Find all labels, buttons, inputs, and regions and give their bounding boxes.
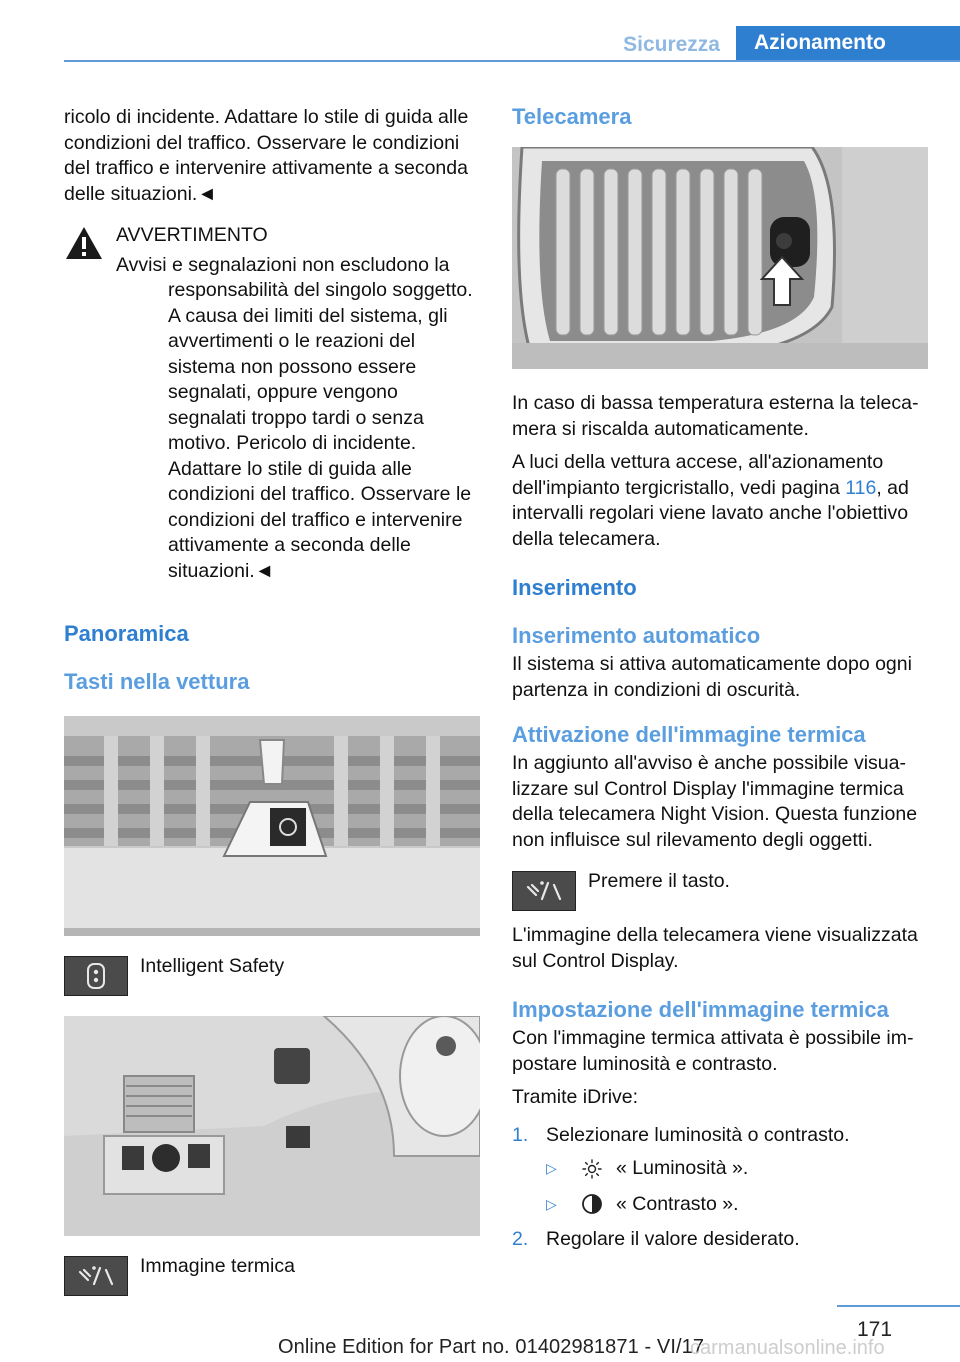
step-item xyxy=(512,1123,928,1149)
menu-item-brightness[interactable] xyxy=(512,1156,928,1182)
right-column xyxy=(512,100,928,1253)
contrast-label: « Contrasto ». xyxy=(616,1192,739,1215)
thermal-image-button-icon-2 xyxy=(512,871,576,911)
header-section-tab: Sicurezza xyxy=(623,33,720,56)
camera-p2-text-b: , ad intervalli regolari viene lavato anche l'obiettivo della telecamera. xyxy=(512,476,909,550)
menu-item-contrast[interactable] xyxy=(512,1192,928,1218)
camera-grille-photo xyxy=(512,147,928,369)
key-label-safety: Intelligent Safety xyxy=(140,955,285,977)
step-number: 1. xyxy=(512,1123,529,1146)
watermark: carmanualsonline.info xyxy=(690,1337,885,1359)
steps-list xyxy=(512,1123,928,1253)
setting-paragraph: Con l'immagine termica attivata è possibile impostare luminosità e contrasto. xyxy=(512,1027,914,1075)
step-number: 2. xyxy=(512,1228,529,1250)
page-number: 171 xyxy=(857,1318,893,1341)
page-link-116[interactable]: 116 xyxy=(845,476,877,499)
header-active-tab: Azionamento xyxy=(736,26,960,62)
page-header xyxy=(64,26,960,62)
brightness-label: « Luminosità ». xyxy=(616,1157,749,1179)
auto-paragraph: Il sistema si attiva automaticamente dopo ogni partenza in condizioni di oscurità. xyxy=(512,653,912,701)
footer-rule xyxy=(837,1305,960,1307)
heading-insert: Inserimento xyxy=(512,575,637,600)
warning-text: Avvisi e segnalazioni non escludono la responsabilità del singolo soggetto. A causa dei limiti del sistema, gli avvertimenti o le reazioni del sistema non possono essere segnalati, oppure vengono segnalati troppo tardi o senza motivo. Pericolo di incidente. Adattare lo stile di guida alle condizioni del traffico. Osservare le condizioni del traffico e intervenire attivamente a seconda delle situazioni.◄ xyxy=(116,253,473,582)
grille-button-photo xyxy=(64,716,480,936)
step-text: Selezionare luminosità o contrasto. xyxy=(546,1123,850,1146)
warning-triangle-icon xyxy=(64,225,104,261)
activation-paragraph: In aggiunto all'avviso è anche possibile visualizzare sul Control Display l'immagine termica della telecamera Night Vision. Questa funzione non influisce sul rilevamento degli oggetti. xyxy=(512,752,918,851)
press-key-label: Premere il tasto. xyxy=(588,870,730,892)
safety-symbol-icon xyxy=(85,962,107,990)
warning-title: AVVERTIMENTO xyxy=(116,224,268,246)
brightness-icon xyxy=(578,1159,606,1179)
idrive-paragraph: Tramite iDrive: xyxy=(512,1086,639,1108)
camera-p2-text-a: A luci della vettura accese, all'azionamento dell'impianto tergicristallo, vedi pagina xyxy=(512,451,884,499)
heading-auto: Inserimento automatico xyxy=(512,623,761,648)
intelligent-safety-button-icon xyxy=(64,956,128,996)
heading-setting: Impostazione dell'immagine termica xyxy=(512,997,889,1022)
thermal-image-button-icon xyxy=(64,1256,128,1296)
heading-activation: Attivazione dell'immagine termica xyxy=(512,722,866,747)
night-vision-icon xyxy=(524,879,564,903)
display-paragraph: L'immagine della telecamera viene visualizzata sul Control Display. xyxy=(512,924,918,972)
intro-paragraph: ricolo di incidente. Adattare lo stile di guida alle condizioni del traffico. Osservare le condizioni del traffico e intervenire attivamente a seconda delle situazioni.◄ xyxy=(64,106,469,205)
step-item xyxy=(512,1227,928,1253)
key-row-thermal xyxy=(64,1256,480,1296)
heading-overview: Panoramica xyxy=(64,621,189,646)
camera-paragraph-1: In caso di bassa temperatura esterna la telecamera si riscalda automaticamente. xyxy=(512,392,919,440)
contrast-icon xyxy=(578,1193,606,1215)
step-text: Regolare il valore desiderato. xyxy=(546,1228,800,1250)
key-row-press xyxy=(512,871,928,911)
heading-buttons: Tasti nella vettura xyxy=(64,669,250,694)
bullet-triangle-icon: ▷ xyxy=(546,1160,557,1176)
key-row-safety xyxy=(64,956,480,996)
dashboard-buttons-photo xyxy=(64,1016,480,1236)
bullet-triangle-icon: ▷ xyxy=(546,1195,557,1212)
key-label-thermal: Immagine termica xyxy=(140,1255,295,1277)
camera-paragraph-2 xyxy=(512,450,928,552)
warning-block xyxy=(64,223,480,584)
header-rule xyxy=(64,60,960,62)
night-vision-icon xyxy=(76,1264,116,1288)
left-column xyxy=(64,100,480,1296)
heading-camera: Telecamera xyxy=(512,104,632,129)
edition-footer: Online Edition for Part no. 01402981871 - VI/17 xyxy=(278,1336,705,1358)
